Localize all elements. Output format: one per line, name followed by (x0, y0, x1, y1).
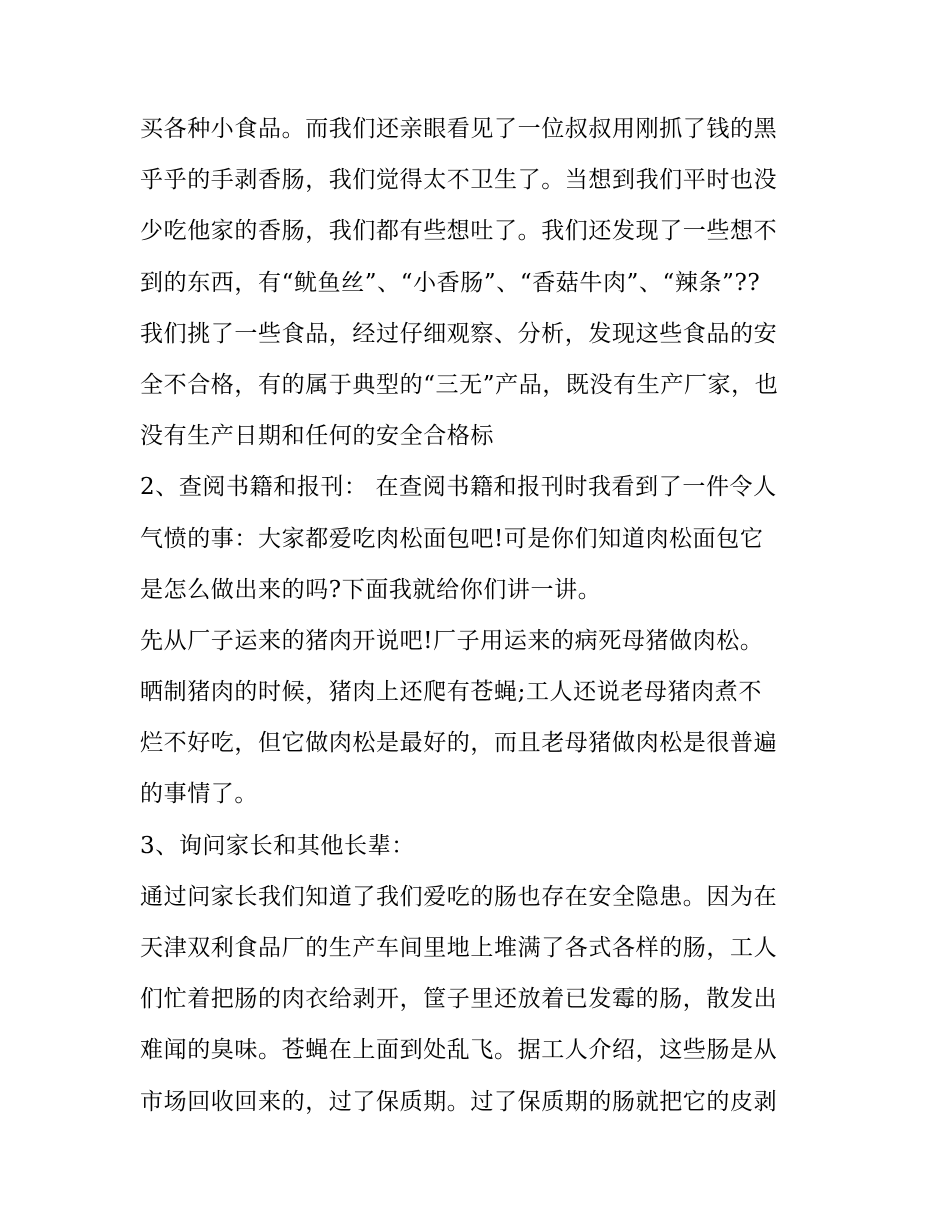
text-line: 先从厂子运来的猪肉开说吧!厂子用运来的病死母猪做肉松。 (140, 627, 764, 654)
section-heading: 3、询问家长和其他长辈： (140, 832, 415, 859)
text-line: 烂不好吃，但它做肉松是最好的，而且老母猪做肉松是很普遍 (140, 730, 778, 757)
text-line: 我们挑了一些食品，经过仔细观察、分析，发现这些食品的安 (140, 320, 778, 347)
text-line: 到的东西，有“鱿鱼丝”、“小香肠”、“香菇牛肉”、“辣条”?? (140, 269, 761, 296)
text-line: 晒制猪肉的时候，猪肉上还爬有苍蝇;工人还说老母猪肉煮不 (140, 679, 762, 706)
text-line: 天津双利食品厂的生产车间里地上堆满了各式各样的肠，工人 (140, 935, 778, 961)
text-line: 乎乎的手剥香肠，我们觉得太不卫生了。当想到我们平时也没 (140, 167, 778, 194)
text-line: 是怎么做出来的吗?下面我就给你们讲一讲。 (140, 576, 602, 603)
text-line: 没有生产日期和任何的安全合格标 (140, 423, 494, 450)
section-heading: 2、查阅书籍和报刊： 在查阅书籍和报刊时我看到了一件令人 (140, 474, 777, 501)
text-line: 全不合格，有的属于典型的“三无”产品，既没有生产厂家，也 (140, 371, 779, 398)
text-line: 气愤的事：大家都爱吃肉松面包吧!可是你们知道肉松面包它 (140, 525, 764, 552)
text-line: 的事情了。 (140, 781, 258, 808)
text-line: 买各种小食品。而我们还亲眼看见了一位叔叔用刚抓了钱的黑 (140, 116, 778, 142)
text-line: 们忙着把肠的肉衣给剥开，筐子里还放着已发霉的肠，散发出 (140, 986, 778, 1013)
text-line: 少吃他家的香肠，我们都有些想吐了。我们还发现了一些想不 (140, 218, 778, 245)
text-line: 通过问家长我们知道了我们爱吃的肠也存在安全隐患。因为在 (140, 883, 778, 910)
body-text (140, 104, 820, 1128)
text-line: 难闻的臭味。苍蝇在上面到处乱飞。据工人介绍，这些肠是从 (140, 1037, 778, 1064)
text-line: 市场回收回来的，过了保质期。过了保质期的肠就把它的皮剥 (140, 1088, 778, 1115)
